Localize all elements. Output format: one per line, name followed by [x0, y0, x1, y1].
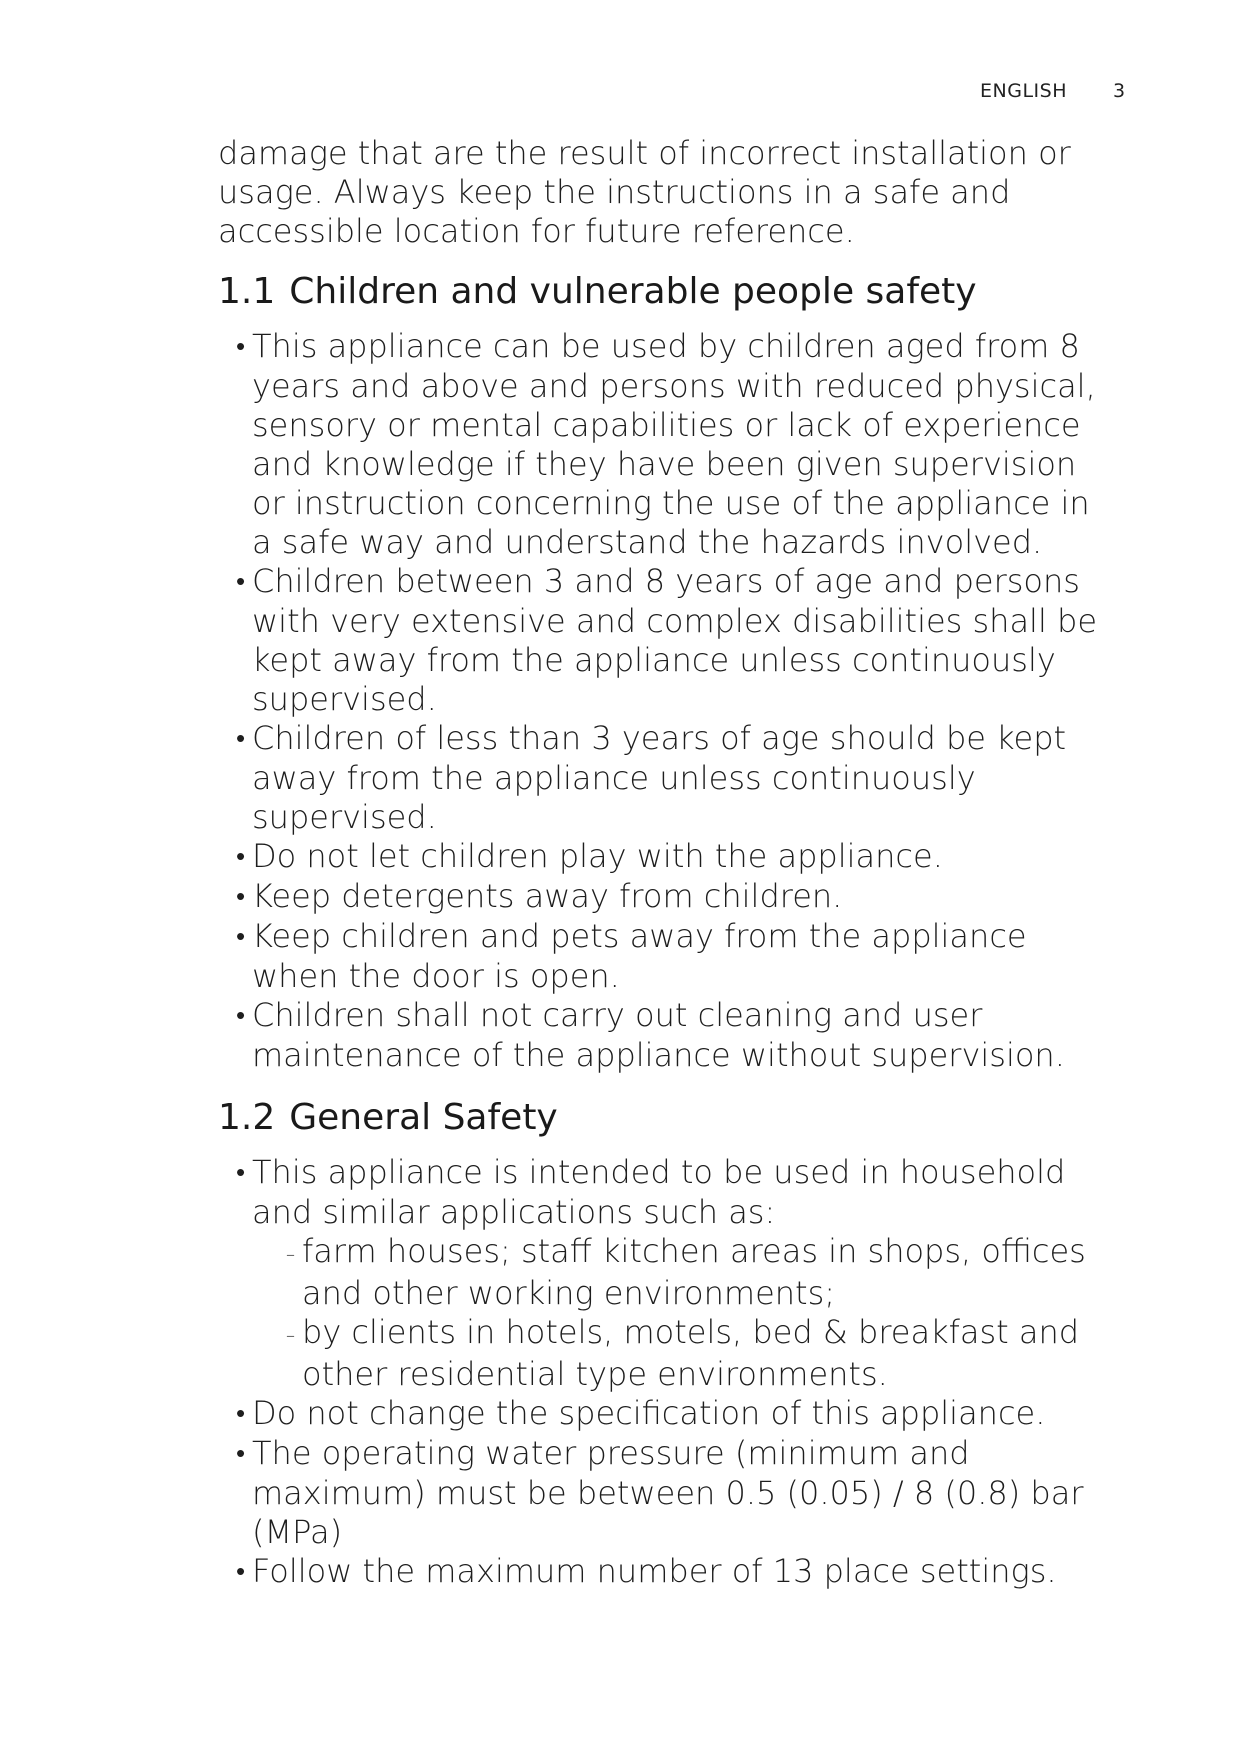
- general-safety-list: [218, 1153, 1118, 1592]
- list-item: [218, 996, 1118, 1075]
- bullet-icon: •: [236, 1158, 246, 1188]
- sub-list: [252, 1232, 1118, 1394]
- bullet-icon: •: [236, 882, 246, 912]
- children-safety-list: [218, 327, 1118, 1075]
- section-title-text: General Safety: [289, 1097, 558, 1138]
- bullet-icon: •: [236, 332, 246, 362]
- dash-icon: –: [286, 1325, 295, 1346]
- bullet-icon: •: [236, 1439, 246, 1469]
- list-item: [218, 1552, 1118, 1592]
- sub-list-item: [260, 1313, 1118, 1394]
- bullet-icon: •: [236, 842, 246, 872]
- list-item-text: Children of less than 3 years of age should be kept away from the appliance unless continuously supervised.: [252, 719, 1067, 836]
- list-item-text: Children shall not carry out cleaning and user maintenance of the appliance without supervision.: [252, 996, 1065, 1074]
- section-title-general-safety: [218, 1095, 1118, 1141]
- sub-list-item-text: by clients in hotels, motels, bed & breakfast and other residential type environments.: [302, 1313, 1080, 1393]
- bullet-icon: •: [236, 1399, 246, 1429]
- list-item-text: Children between 3 and 8 years of age and persons with very extensive and complex disabilities shall be kept away from the appliance unless continuously supervised.: [252, 562, 1097, 718]
- list-item-text: Keep children and pets away from the appliance when the door is open.: [252, 917, 1027, 995]
- page-number: 3: [1113, 80, 1126, 102]
- page-header: [980, 80, 1130, 110]
- section-title-text: Children and vulnerable people safety: [289, 271, 977, 312]
- list-item: [218, 837, 1118, 877]
- list-item: [218, 1394, 1118, 1434]
- page-content: [218, 134, 1118, 1612]
- section-title-children-safety: [218, 269, 1118, 315]
- sub-list-item: [260, 1232, 1118, 1313]
- list-item-text: Keep detergents away from children.: [252, 877, 843, 915]
- list-item: [218, 1153, 1118, 1394]
- list-item-text: Do not change the specification of this appliance.: [252, 1394, 1046, 1432]
- dash-icon: –: [286, 1244, 295, 1265]
- list-item-text: This appliance can be used by children aged from 8 years and above and persons with reduced physical, sensory or mental capabilities or lack of experience and knowledge if they have been given supervision or instruction concerning the use of the appliance in a safe way and understand the hazards involved.: [252, 327, 1096, 561]
- list-item-text: Do not let children play with the appliance.: [252, 837, 943, 875]
- intro-paragraph: damage that are the result of incorrect installation or usage. Always keep the instructions in a safe and accessible location for future reference.: [218, 134, 1071, 250]
- sub-list-item-text: farm houses; staff kitchen areas in shops, offices and other working environments;: [302, 1232, 1086, 1312]
- list-item: [218, 877, 1118, 917]
- bullet-icon: •: [236, 724, 246, 754]
- language-label: ENGLISH: [980, 80, 1067, 102]
- bullet-icon: •: [236, 922, 246, 952]
- list-item: [218, 1434, 1118, 1552]
- list-item: [218, 719, 1118, 837]
- list-item-text: Follow the maximum number of 13 place settings.: [252, 1552, 1057, 1590]
- bullet-icon: •: [236, 1557, 246, 1587]
- list-item: [218, 917, 1118, 996]
- list-item: [218, 562, 1118, 719]
- bullet-icon: •: [236, 567, 246, 597]
- list-item: [218, 327, 1118, 562]
- section-number: 1.1: [218, 271, 276, 312]
- section-number: 1.2: [218, 1097, 276, 1138]
- bullet-icon: •: [236, 1001, 246, 1031]
- list-item-text: The operating water pressure (minimum and maximum) must be between 0.5 (0.05) / 8 (0.8) bar (MPa): [252, 1434, 1084, 1551]
- list-item-text: This appliance is intended to be used in household and similar applications such as:: [252, 1153, 1066, 1231]
